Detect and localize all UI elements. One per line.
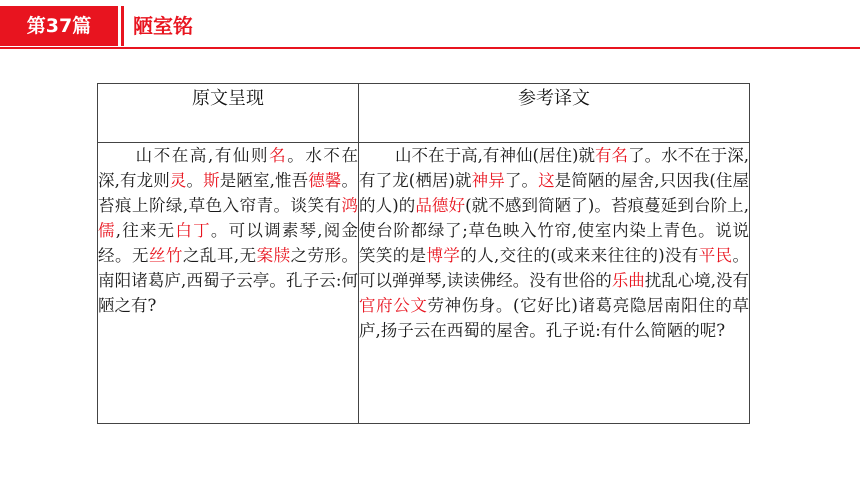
header-rule <box>0 47 860 49</box>
translation-highlight: 乐曲 <box>611 271 645 290</box>
translation-highlight: 官府公文 <box>359 296 428 315</box>
header-translation: 参考译文 <box>359 84 750 143</box>
original-segment: 。苔痕上阶绿,草色入帘青。谈笑有 <box>98 171 358 215</box>
translation-highlight: 品德好 <box>415 196 466 215</box>
header-bar <box>0 0 860 52</box>
table-header-row <box>98 84 750 143</box>
translation-segment: 。可以弹弹琴,读读佛经。没有世俗的 <box>359 246 750 290</box>
translation-segment: 山不在于高,有神仙(居住)就 <box>395 146 596 165</box>
translation-highlight: 博学 <box>426 246 461 265</box>
translation-text <box>359 146 749 340</box>
original-segment: ,往来无 <box>115 221 176 240</box>
translation-segment: 的人,交往的(或来来往往的)没有 <box>460 246 699 265</box>
header-divider <box>121 6 124 46</box>
original-text-cell <box>98 143 359 424</box>
original-segment: 是陋室,惟吾 <box>219 171 309 190</box>
translation-segment: 了。水不在于深,有了龙(栖居)就 <box>359 146 750 190</box>
translation-text-cell <box>359 143 750 424</box>
translation-segment: 劳神伤身。(它好比)诸葛亮隐居南阳住的草庐,扬子云在西蜀的屋舍。孔子说:有什么简陋的呢? <box>359 296 750 340</box>
chapter-badge: 第37篇 <box>0 6 118 46</box>
original-segment: 之劳形。南阳诸葛庐,西蜀子云亭。孔子云:何陋之有? <box>98 246 359 315</box>
original-highlight: 灵 <box>169 171 187 190</box>
translation-segment: (就不感到简陋了)。苔痕蔓延到台阶上,使台阶都绿了;草色映入竹帘,使室内染上青色。说说笑笑的是 <box>359 196 749 265</box>
table-body-row <box>98 143 750 424</box>
original-segment: 。 <box>186 171 204 190</box>
original-highlight: 鸿儒 <box>98 196 358 240</box>
translation-segment: 扰乱心境,没有 <box>644 271 749 290</box>
original-highlight: 德馨 <box>308 171 342 190</box>
translation-highlight: 这 <box>538 171 555 190</box>
original-highlight: 丝竹 <box>148 246 183 265</box>
page-title: 陋室铭 <box>133 14 193 38</box>
original-segment: 。水不在深,有龙则 <box>98 146 359 190</box>
translation-highlight: 神异 <box>471 171 505 190</box>
header-original: 原文呈现 <box>98 84 359 143</box>
original-highlight: 白丁 <box>175 221 211 240</box>
original-segment: 山不在高,有仙则 <box>134 146 270 165</box>
original-segment: 之乱耳,无 <box>182 246 257 265</box>
translation-highlight: 有名 <box>595 146 629 165</box>
original-segment: 。可以调素琴,阅金经。无 <box>98 221 359 265</box>
translation-highlight: 平民 <box>698 246 733 265</box>
comparison-table <box>97 83 750 424</box>
original-highlight: 案牍 <box>256 246 291 265</box>
original-text <box>98 146 358 315</box>
original-highlight: 名 <box>269 146 288 165</box>
translation-segment: 是简陋的屋舍,只因我(住屋的人)的 <box>359 171 750 215</box>
translation-segment: 了。 <box>504 171 539 190</box>
original-highlight: 斯 <box>203 171 220 190</box>
